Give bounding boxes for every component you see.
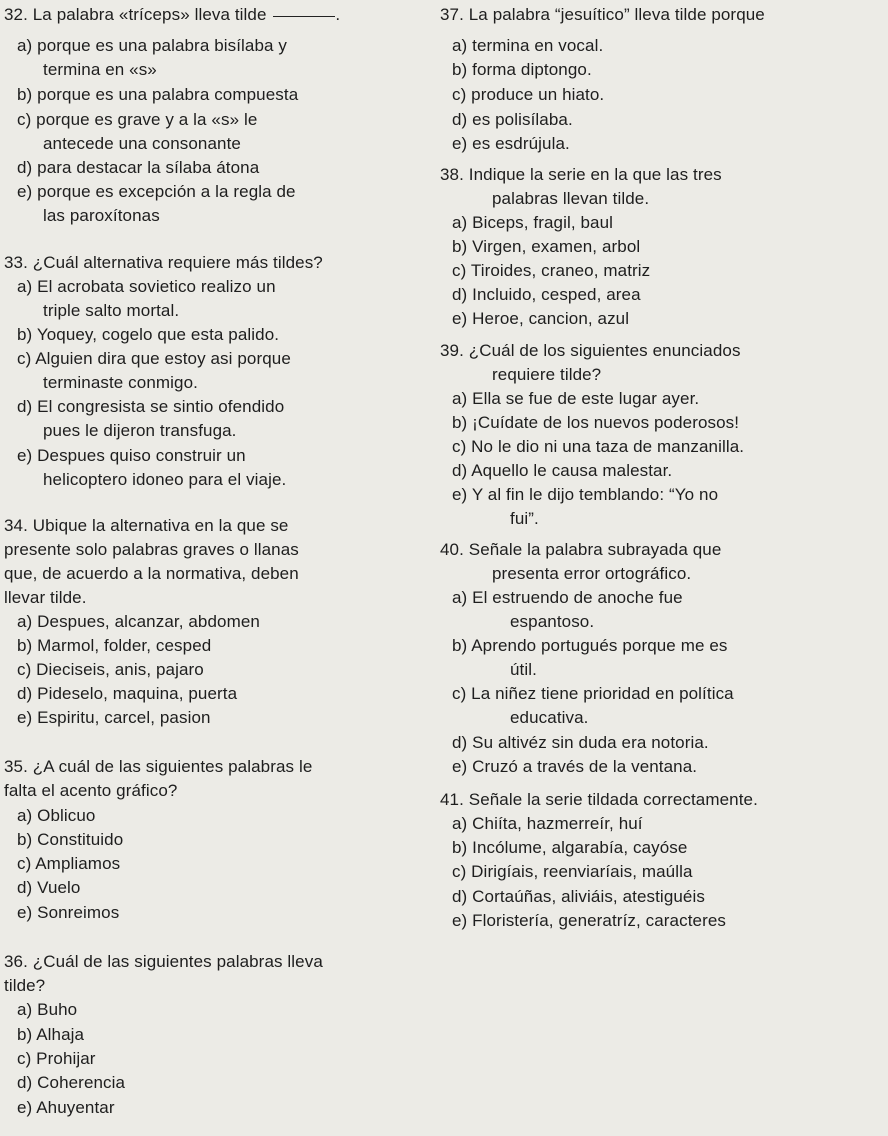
answer-blank	[273, 16, 335, 17]
option-37-b: b) forma diptongo.	[452, 60, 592, 79]
option-33-d-cont: pues le dijeron transfuga.	[43, 421, 237, 440]
question-38-stem-1: 38. Indique la serie en la que las tres	[440, 165, 722, 184]
option-39-c: c) No le dio ni una taza de manzanilla.	[452, 437, 745, 456]
option-40-e: e) Cruzó a través de la ventana.	[452, 757, 698, 776]
option-39-e: e) Y al fin le dijo temblando: “Yo no	[452, 485, 719, 504]
question-33-stem: 33. ¿Cuál alternativa requiere más tildes?	[4, 253, 323, 272]
option-33-a: a) El acrobata sovietico realizo un	[17, 277, 276, 296]
option-32-e: e) porque es excepción a la regla de	[17, 182, 296, 201]
option-36-a: a) Buho	[17, 1000, 78, 1019]
option-38-b: b) Virgen, examen, arbol	[452, 237, 641, 256]
option-40-c: c) La niñez tiene prioridad en política	[452, 684, 734, 703]
question-39-stem-1: 39. ¿Cuál de los siguientes enunciados	[440, 341, 741, 360]
option-34-c: c) Dieciseis, anis, pajaro	[17, 660, 204, 679]
question-32-stem	[4, 3, 340, 27]
question-34-stem-2: presente solo palabras graves o llanas	[4, 540, 299, 559]
option-41-a: a) Chiíta, hazmerreír, huí	[452, 814, 643, 833]
question-41-stem: 41. Señale la serie tildada correctamente.	[440, 790, 758, 809]
option-37-a: a) termina en vocal.	[452, 36, 604, 55]
question-40-stem-2: presenta error ortográfico.	[492, 564, 692, 583]
option-41-d: d) Cortaúñas, aliviáis, atestiguéis	[452, 887, 705, 906]
option-38-d: d) Incluido, cesped, area	[452, 285, 641, 304]
option-35-d: d) Vuelo	[17, 878, 81, 897]
option-39-d: d) Aquello le causa malestar.	[452, 461, 673, 480]
option-38-e: e) Heroe, cancion, azul	[452, 309, 630, 328]
option-40-b-cont: útil.	[510, 660, 537, 679]
option-40-c-cont: educativa.	[510, 708, 589, 727]
option-33-d: d) El congresista se sintio ofendido	[17, 397, 285, 416]
option-36-c: c) Prohijar	[17, 1049, 96, 1068]
option-40-b: b) Aprendo portugués porque me es	[452, 636, 728, 655]
option-34-b: b) Marmol, folder, cesped	[17, 636, 212, 655]
option-35-c: c) Ampliamos	[17, 854, 121, 873]
option-35-e: e) Sonreimos	[17, 903, 120, 922]
question-32-stem-end: .	[335, 5, 341, 24]
option-37-c: c) produce un hiato.	[452, 85, 605, 104]
question-35-stem-2: falta el acento gráfico?	[4, 781, 178, 800]
question-36-stem-2: tilde?	[4, 976, 46, 995]
option-41-e: e) Floristería, generatríz, caracteres	[452, 911, 727, 930]
option-37-e: e) es esdrújula.	[452, 134, 570, 153]
question-36-stem-1: 36. ¿Cuál de las siguientes palabras lleva	[4, 952, 323, 971]
option-32-d: d) para destacar la sílaba átona	[17, 158, 260, 177]
option-33-c-cont: terminaste conmigo.	[43, 373, 198, 392]
option-32-a: a) porque es una palabra bisílaba y	[17, 36, 288, 55]
option-32-c: c) porque es grave y a la «s» le	[17, 110, 258, 129]
option-32-e-cont: las paroxítonas	[43, 206, 160, 225]
option-36-b: b) Alhaja	[17, 1025, 85, 1044]
option-35-a: a) Oblicuo	[17, 806, 96, 825]
option-41-c: c) Dirigíais, reenviaríais, maúlla	[452, 862, 693, 881]
option-33-e: e) Despues quiso construir un	[17, 446, 246, 465]
option-39-a: a) Ella se fue de este lugar ayer.	[452, 389, 700, 408]
option-38-c: c) Tiroides, craneo, matriz	[452, 261, 651, 280]
option-40-a: a) El estruendo de anoche fue	[452, 588, 683, 607]
question-34-stem-1: 34. Ubique la alternativa en la que se	[4, 516, 289, 535]
option-32-b: b) porque es una palabra compuesta	[17, 85, 299, 104]
option-38-a: a) Biceps, fragil, baul	[452, 213, 614, 232]
question-39-stem-2: requiere tilde?	[492, 365, 602, 384]
option-40-d: d) Su altivéz sin duda era notoria.	[452, 733, 709, 752]
question-40-stem-1: 40. Señale la palabra subrayada que	[440, 540, 722, 559]
question-38-stem-2: palabras llevan tilde.	[492, 189, 650, 208]
option-33-c: c) Alguien dira que estoy asi porque	[17, 349, 291, 368]
option-39-e-cont: fui”.	[510, 509, 539, 528]
option-34-a: a) Despues, alcanzar, abdomen	[17, 612, 260, 631]
question-37-stem: 37. La palabra “jesuítico” lleva tilde porque	[440, 5, 765, 24]
option-33-e-cont: helicoptero idoneo para el viaje.	[43, 470, 287, 489]
option-33-a-cont: triple salto mortal.	[43, 301, 180, 320]
option-41-b: b) Incólume, algarabía, cayóse	[452, 838, 688, 857]
question-35-stem-1: 35. ¿A cuál de las siguientes palabras le	[4, 757, 313, 776]
question-34-stem-3: que, de acuerdo a la normativa, deben	[4, 564, 299, 583]
option-36-d: d) Coherencia	[17, 1073, 126, 1092]
option-32-a-cont: termina en «s»	[43, 60, 157, 79]
option-37-d: d) es polisílaba.	[452, 110, 573, 129]
question-34-stem-4: llevar tilde.	[4, 588, 87, 607]
option-32-c-cont: antecede una consonante	[43, 134, 241, 153]
option-34-d: d) Pideselo, maquina, puerta	[17, 684, 238, 703]
option-40-a-cont: espantoso.	[510, 612, 595, 631]
option-35-b: b) Constituido	[17, 830, 124, 849]
question-32-stem-text: 32. La palabra «tríceps» lleva tilde	[4, 5, 267, 24]
option-33-b: b) Yoquey, cogelo que esta palido.	[17, 325, 280, 344]
option-36-e: e) Ahuyentar	[17, 1098, 115, 1117]
option-34-e: e) Espiritu, carcel, pasion	[17, 708, 211, 727]
option-39-b: b) ¡Cuídate de los nuevos poderosos!	[452, 413, 740, 432]
